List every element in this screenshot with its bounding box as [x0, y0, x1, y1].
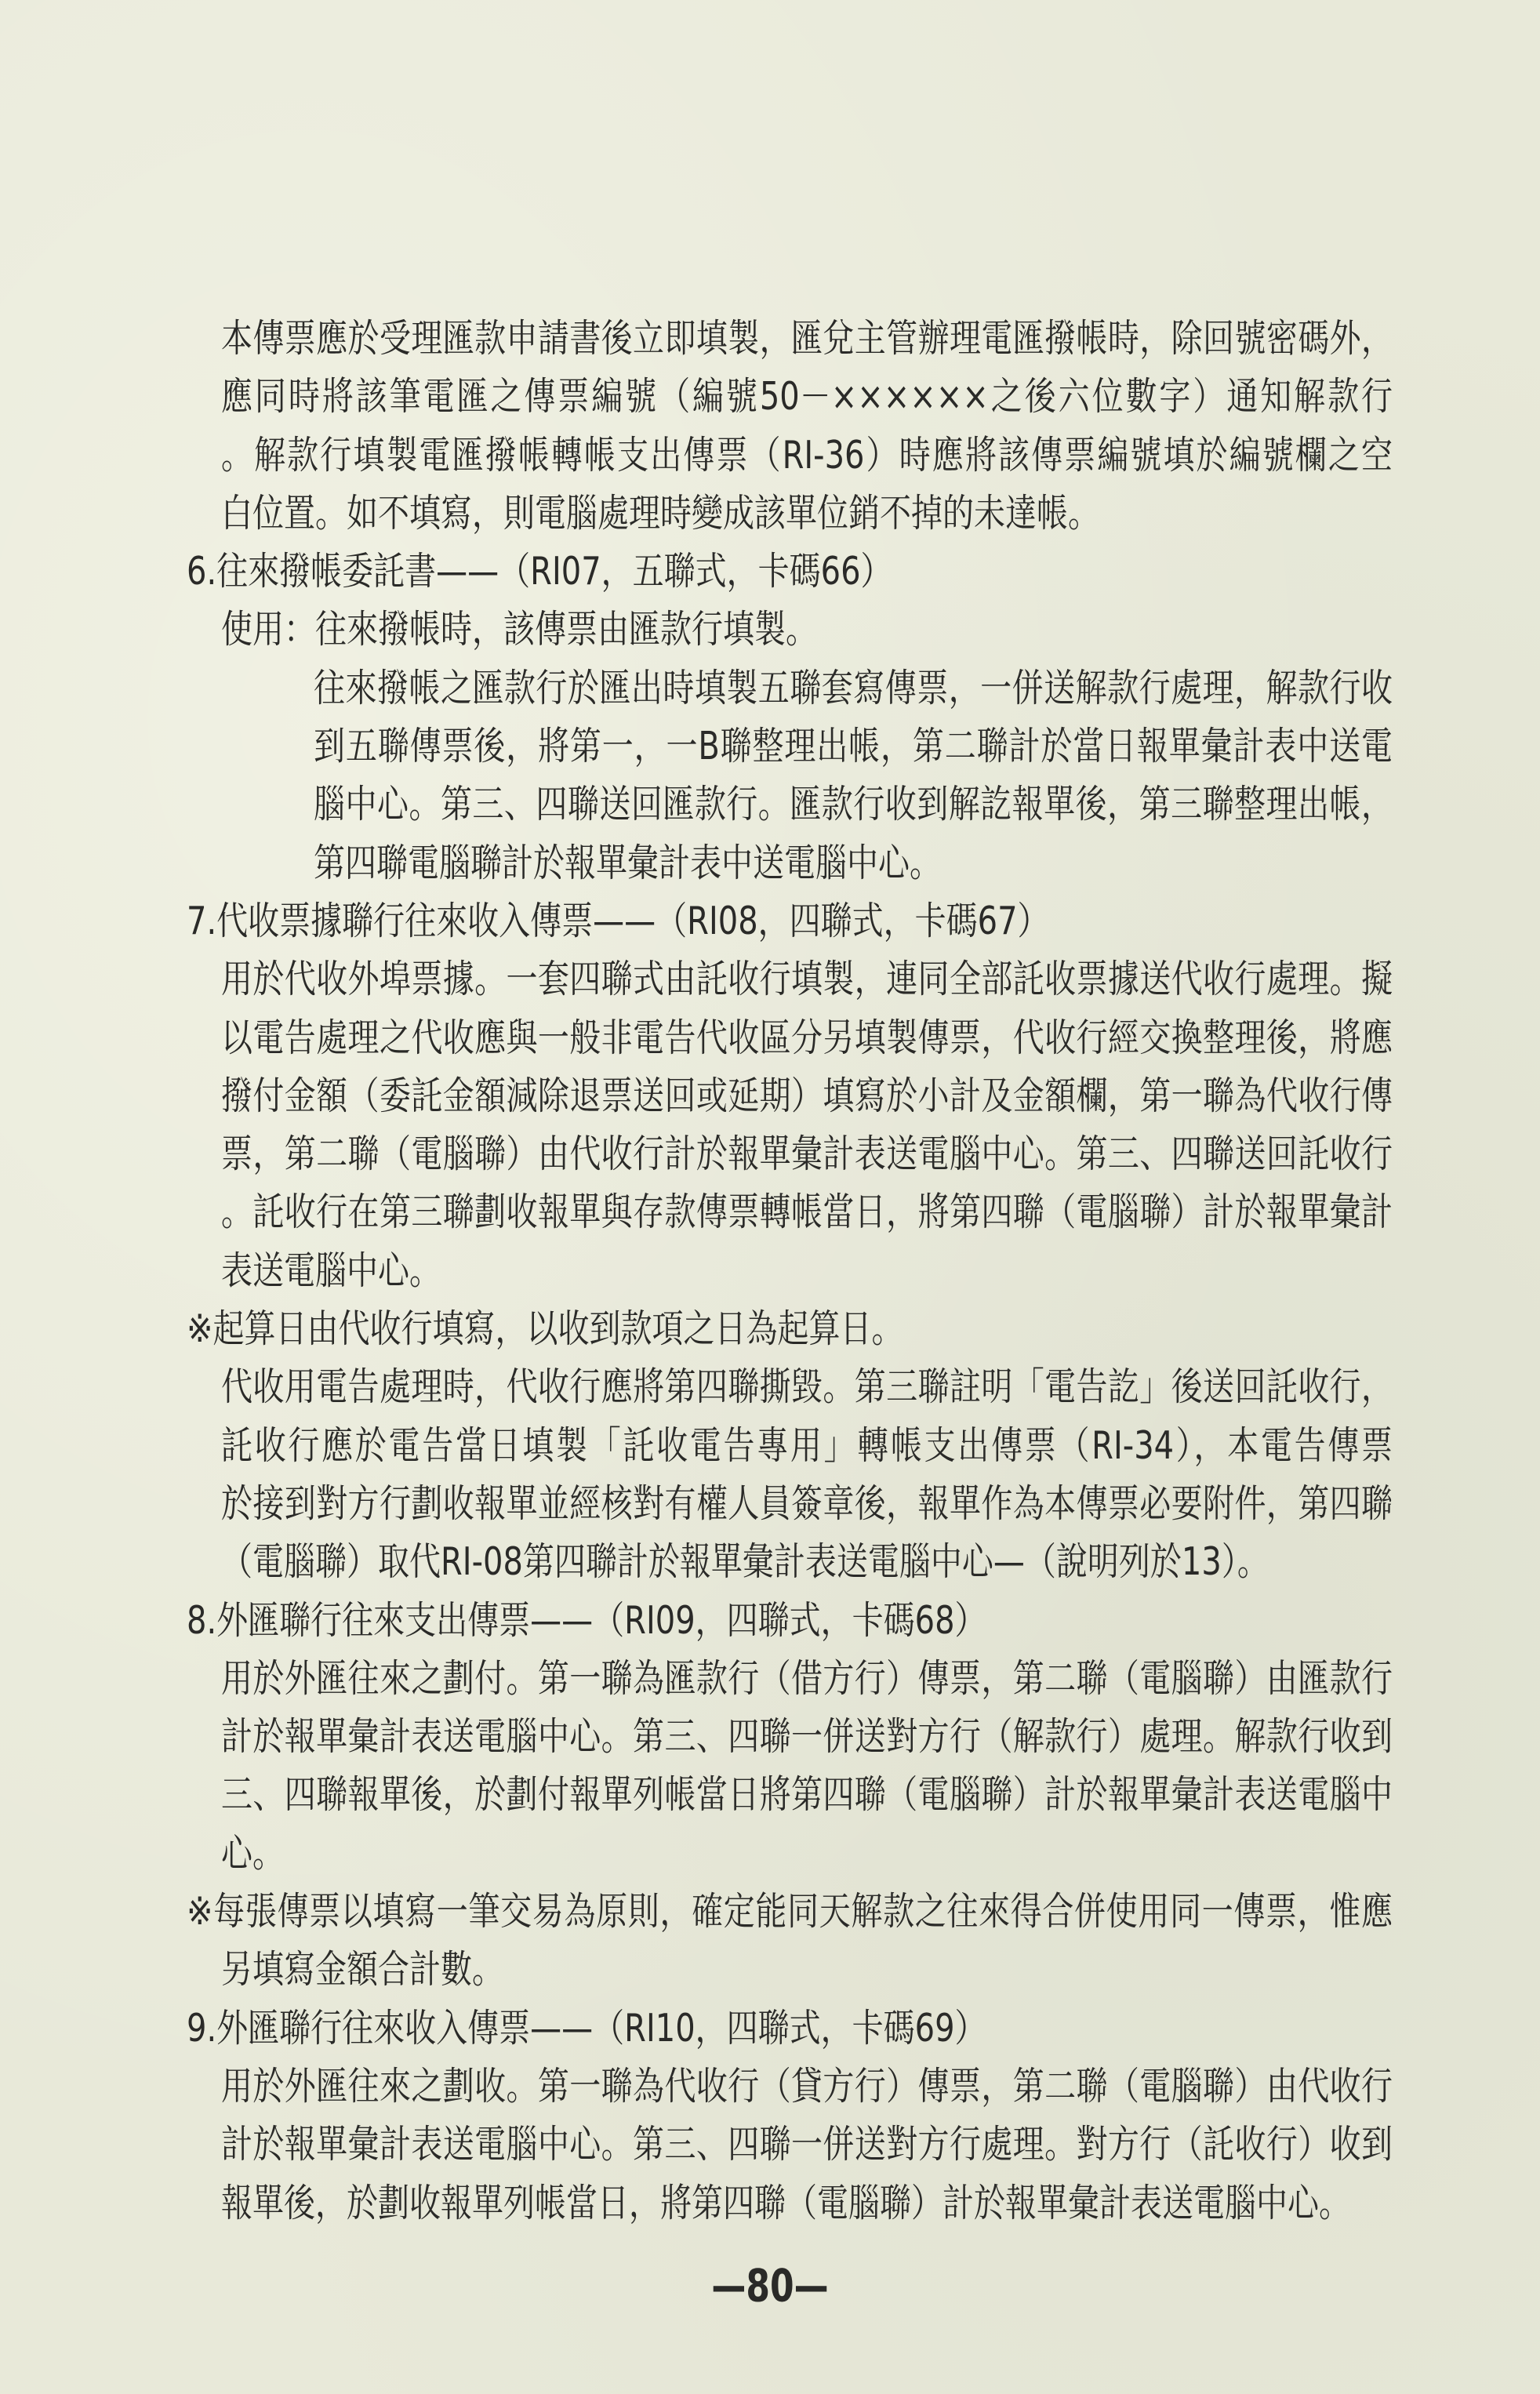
paragraph-line	[221, 1242, 1393, 1300]
line-text: 撥付金額（委託金額減除退票送回或延期）填寫於小計及金額欄，第一聯為代收行傳	[221, 1073, 1393, 1118]
section-heading-7	[187, 892, 1393, 950]
line-text: （電腦聯）取代RI-08第四聯計於報單彙計表送電腦中心—（說明列於13）。	[221, 1540, 1269, 1585]
paragraph-line	[221, 485, 1393, 543]
paragraph-line	[314, 776, 1393, 834]
line-text: 託收行應於電告當日填製「託收電告專用」轉帳支出傳票（RI-34），本電告傳票	[221, 1423, 1393, 1468]
paragraph-line	[314, 659, 1393, 717]
paragraph-line	[221, 2116, 1393, 2174]
note-line	[187, 1883, 1393, 1941]
paragraph-line	[221, 1475, 1393, 1533]
paragraph-line	[221, 2058, 1393, 2116]
line-text: 。解款行填製電匯撥帳轉帳支出傳票（RI-36）時應將該傳票編號填於編號欄之空	[221, 433, 1393, 478]
section-heading-6	[187, 543, 1393, 601]
line-text: 往來撥帳之匯款行於匯出時填製五聯套寫傳票，一併送解款行處理，解款行收	[314, 666, 1393, 710]
line-text: 另填寫金額合計數。	[221, 1948, 503, 1993]
section-heading-8	[187, 1592, 1393, 1650]
paragraph-line	[221, 1941, 1393, 1999]
line-text: 用於代收外埠票據。一套四聯式由託收行填製，連同全部託收票據送代收行處理。擬	[221, 957, 1393, 1002]
line-text: 於接到對方行劃收報單並經核對有權人員簽章後，報單作為本傳票必要附件，第四聯	[221, 1481, 1393, 1526]
line-text: 。託收行在第三聯劃收報單與存款傳票轉帳當日，將第四聯（電腦聯）計於報單彙計	[221, 1190, 1393, 1235]
note-line	[187, 1300, 1393, 1358]
paragraph-line	[221, 950, 1393, 1008]
heading-text: 9.外匯聯行往來收入傳票——（RI10，四聯式，卡碼69）	[187, 2006, 986, 2051]
paragraph-line	[221, 310, 1393, 368]
page-number-text: —80—	[711, 2260, 829, 2312]
paragraph-line	[314, 834, 1393, 892]
paragraph-line	[314, 717, 1393, 776]
line-text: 用於外匯往來之劃收。第一聯為代收行（貸方行）傳票，第二聯（電腦聯）由代收行	[221, 2064, 1393, 2109]
line-text: 三、四聯報單後，於劃付報單列帳當日將第四聯（電腦聯）計於報單彙計表送電腦中	[221, 1773, 1393, 1818]
paragraph-line	[221, 427, 1393, 485]
line-text: 本傳票應於受理匯款申請書後立即填製，匯兌主管辦理電匯撥帳時，除回號密碼外，	[221, 316, 1393, 361]
line-text: 心。	[221, 1831, 284, 1876]
document-body	[0, 310, 1540, 2232]
heading-text: 7.代收票據聯行往來收入傳票——（RI08，四聯式，卡碼67）	[187, 899, 1049, 943]
line-text: 表送電腦中心。	[221, 1248, 441, 1293]
line-text: 腦中心。第三、四聯送回匯款行。匯款行收到解訖報單後，第三聯整理出帳，	[314, 783, 1393, 827]
line-text: 代收用電告處理時，代收行應將第四聯撕毀。第三聯註明「電告訖」後送回託收行，	[221, 1365, 1393, 1410]
line-text: 計於報單彙計表送電腦中心。第三、四聯一併送對方行處理。對方行（託收行）收到	[221, 2123, 1393, 2167]
note-text: ※每張傳票以填寫一筆交易為原則，確定能同天解款之往來得合併使用同一傳票，惟應	[187, 1889, 1393, 1934]
paragraph-line	[221, 1358, 1393, 1416]
paragraph-line	[221, 1183, 1393, 1241]
line-text: 計於報單彙計表送電腦中心。第三、四聯一併送對方行（解款行）處理。解款行收到	[221, 1715, 1393, 1760]
paragraph-line	[221, 1417, 1393, 1475]
paragraph-line	[221, 1825, 1393, 1883]
paragraph-line	[221, 2174, 1393, 2232]
usage-line	[221, 601, 1393, 659]
paragraph-line	[221, 1708, 1393, 1766]
line-text: 第四聯電腦聯計於報單彙計表中送電腦中心。	[314, 841, 941, 885]
line-text: 應同時將該筆電匯之傳票編號（編號50－××××××之後六位數字）通知解款行	[221, 375, 1393, 420]
paragraph-line	[221, 1533, 1393, 1591]
line-text: 白位置。如不填寫，則電腦處理時變成該單位銷不掉的未達帳。	[221, 491, 1099, 536]
note-text: ※起算日由代收行填寫，以收到款項之日為起算日。	[187, 1306, 903, 1352]
heading-text: 6.往來撥帳委託書——（RI07，五聯式，卡碼66）	[187, 550, 892, 594]
paragraph-line	[221, 1125, 1393, 1183]
section-heading-9	[187, 2000, 1393, 2058]
paragraph-line	[221, 1650, 1393, 1708]
line-text: 報單後，於劃收報單列帳當日，將第四聯（電腦聯）計於報單彙計表送電腦中心。	[221, 2181, 1350, 2225]
line-text: 到五聯傳票後，將第一，一B聯整理出帳，第二聯計於當日報單彙計表中送電	[314, 724, 1393, 769]
paragraph-line	[221, 1009, 1393, 1067]
line-text: 票，第二聯（電腦聯）由代收行計於報單彙計表送電腦中心。第三、四聯送回託收行	[221, 1132, 1393, 1177]
line-text: 用於外匯往來之劃付。第一聯為匯款行（借方行）傳票，第二聯（電腦聯）由匯款行	[221, 1656, 1393, 1701]
paragraph-line	[221, 1766, 1393, 1824]
paragraph-line	[221, 1067, 1393, 1125]
heading-text: 8.外匯聯行往來支出傳票——（RI09，四聯式，卡碼68）	[187, 1598, 986, 1643]
page-number	[0, 2260, 1540, 2312]
paragraph-line	[221, 368, 1393, 426]
line-text: 以電告處理之代收應與一般非電告代收區分另填製傳票，代收行經交換整理後，將應	[221, 1015, 1393, 1060]
line-text: 使用：往來撥帳時，該傳票由匯款行填製。	[221, 608, 817, 652]
